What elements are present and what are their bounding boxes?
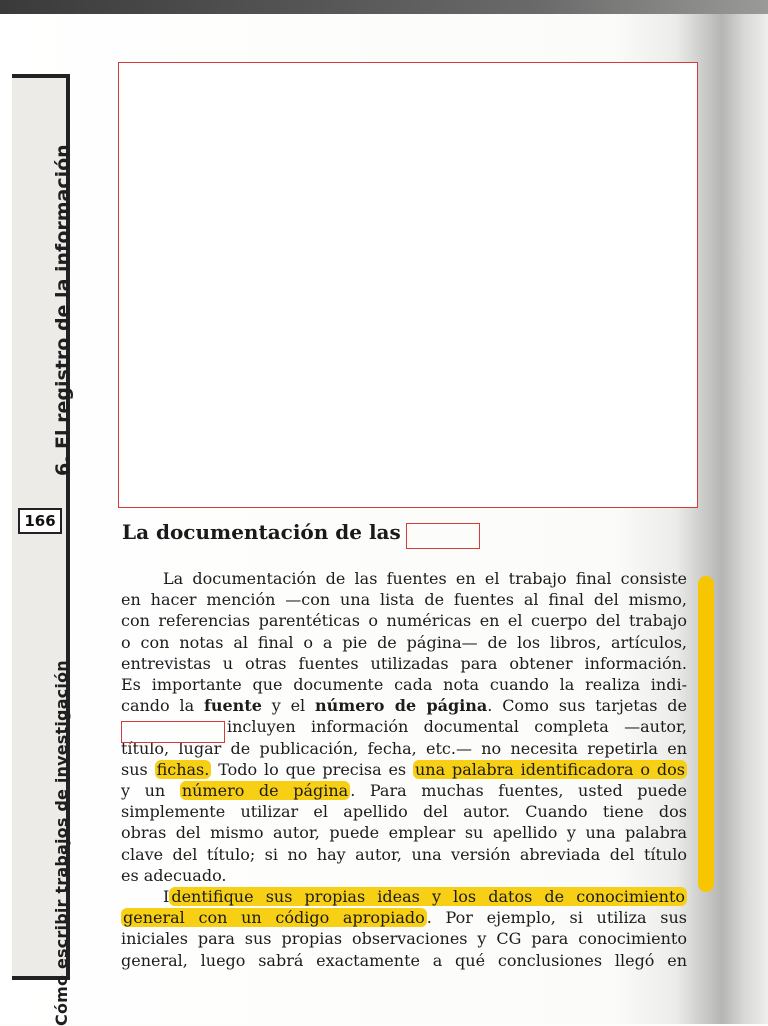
- text-line: I dentifique sus propias ideas y los datos de conocimiento: [163, 887, 685, 907]
- text-line: y un número de página . Para muchas fuentes, usted puede: [121, 781, 688, 801]
- scan-top-edge: [0, 0, 768, 14]
- text-line: general con un código apropiado . Por ejemplo, si utiliza sus: [123, 908, 688, 928]
- text-line: entrevistas u otras fuentes utilizadas para obtener información.: [121, 653, 687, 673]
- text-line: con referencias parentéticas o numéricas en el cuerpo del trabajo: [121, 611, 687, 631]
- highlight: número de página: [181, 781, 349, 801]
- text-line: incluyen información documental completa —autor,: [227, 717, 687, 737]
- text-line: sus fichas. Todo lo que precisa es una palabra identificadora o dos: [121, 759, 685, 779]
- book-title: Cómo escribir trabajos de investigación: [52, 660, 71, 1026]
- highlight: fichas.: [156, 759, 210, 779]
- bold-term-fuente: fuente: [203, 696, 262, 716]
- chapter-title: 6. El registro de la información: [52, 144, 74, 476]
- text-line: La documentación de las fuentes en el trabajo final consiste: [163, 569, 687, 588]
- text-line: obras del mismo autor, puede emplear su apellido y una palabra: [121, 823, 687, 843]
- text-line: general, luego sabrá exactamente a qué conclusiones llegó en: [121, 950, 687, 970]
- highlight: general con un código apropiado: [123, 908, 425, 928]
- text-line: iniciales para sus propias observaciones y CG para conocimiento: [121, 929, 687, 949]
- text-line: en hacer mención —con una lista de fuentes al final del mismo,: [121, 590, 687, 610]
- redacted-heading-word: [406, 523, 480, 549]
- text-line: simplemente utilizar el apellido del autor. Cuando tiene dos: [121, 802, 687, 822]
- redacted-word-box: [121, 721, 225, 743]
- text-line: clave del título; si no hay autor, una versión abreviada del título: [121, 844, 687, 864]
- redacted-figure-box: [118, 62, 698, 508]
- highlight: dentifique sus propias ideas y los datos de conocimiento: [171, 887, 685, 907]
- text-line: título, lugar de publicación, fecha, etc.— no necesita repetirla en: [121, 738, 687, 758]
- page-number: 166: [18, 508, 62, 534]
- text-line: es adecuado.: [121, 865, 227, 885]
- highlight: una palabra identificadora o dos: [414, 759, 685, 779]
- section-heading: La documentación de las: [122, 520, 401, 544]
- text-line: Es importante que documente cada nota cuando la realiza indi-: [121, 675, 687, 695]
- text-line: cando la fuente y el número de página. Como sus tarjetas de: [121, 696, 687, 716]
- margin-highlight-bar: [698, 576, 714, 892]
- body-text: [121, 568, 687, 971]
- bold-term-numero-pagina: número de página: [315, 696, 488, 716]
- text-line: o con notas al final o a pie de página— de los libros, artículos,: [121, 632, 687, 652]
